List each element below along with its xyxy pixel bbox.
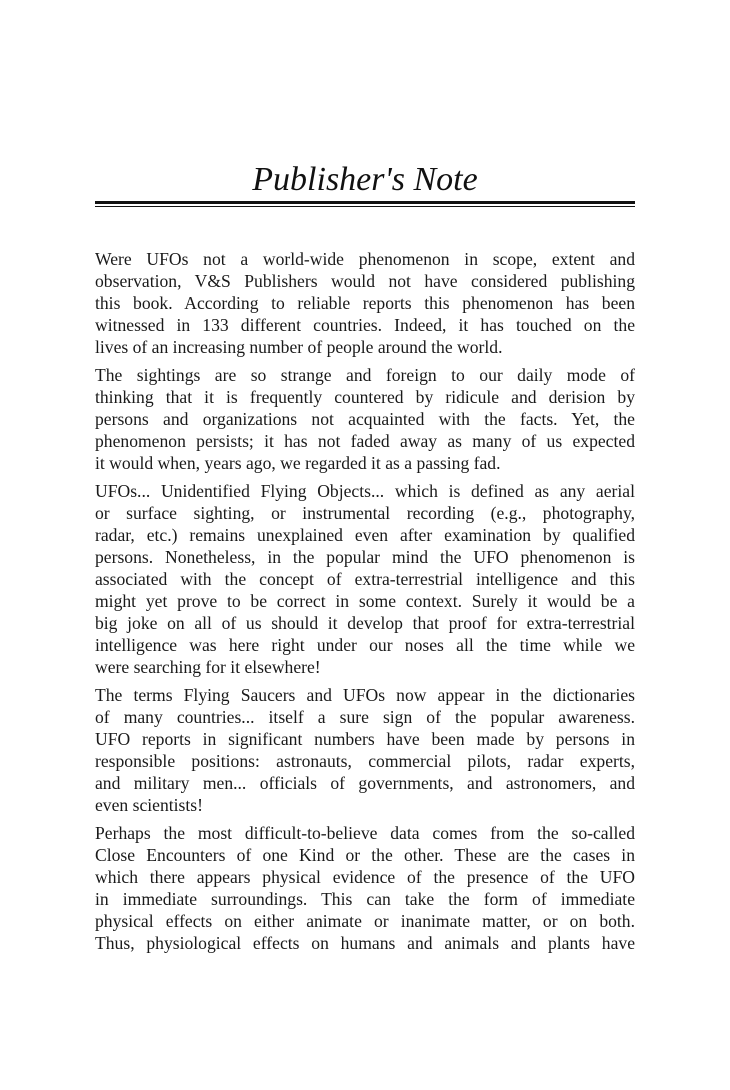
text-line: physical effects on either animate or inanimate matter, or on both. bbox=[95, 911, 635, 931]
text-line: big joke on all of us should it develop that proof for extra-terrestrial bbox=[95, 613, 635, 633]
text-line: Thus, physiological effects on humans and animals and plants have bbox=[95, 933, 635, 953]
page-title: Publisher's Note bbox=[252, 161, 478, 198]
text-line: Perhaps the most difficult-to-believe data comes from the so-called bbox=[95, 823, 635, 843]
text-line: witnessed in 133 different countries. Indeed, it has touched on the bbox=[95, 315, 635, 335]
title-rule-thick bbox=[95, 201, 635, 204]
text-line: persons and organizations not acquainted with the facts. Yet, the bbox=[95, 409, 635, 429]
text-line: were searching for it elsewhere! bbox=[95, 657, 321, 677]
text-line: phenomenon persists; it has not faded away as many of us expected bbox=[95, 431, 635, 451]
text-line: even scientists! bbox=[95, 795, 203, 815]
text-line: responsible positions: astronauts, commercial pilots, radar experts, bbox=[95, 751, 635, 771]
paragraph bbox=[95, 822, 635, 954]
text-line: persons. Nonetheless, in the popular mind the UFO phenomenon is bbox=[95, 547, 635, 567]
paragraph bbox=[95, 248, 635, 358]
text-line: thinking that it is frequently countered by ridicule and derision by bbox=[95, 387, 635, 407]
text-line: associated with the concept of extra-terrestrial intelligence and this bbox=[95, 569, 635, 589]
text-line: observation, V&S Publishers would not have considered publishing bbox=[95, 271, 635, 291]
body-text bbox=[95, 248, 635, 960]
paragraph bbox=[95, 684, 635, 816]
text-line: which there appears physical evidence of the presence of the UFO bbox=[95, 867, 635, 887]
paragraph bbox=[95, 364, 635, 474]
text-line: Were UFOs not a world-wide phenomenon in scope, extent and bbox=[95, 249, 635, 269]
text-line: The sightings are so strange and foreign to our daily mode of bbox=[95, 365, 635, 385]
text-line: UFO reports in significant numbers have been made by persons in bbox=[95, 729, 635, 749]
text-line: The terms Flying Saucers and UFOs now appear in the dictionaries bbox=[95, 685, 635, 705]
text-line: lives of an increasing number of people around the world. bbox=[95, 337, 503, 357]
text-line: this book. According to reliable reports this phenomenon has been bbox=[95, 293, 635, 313]
paragraph bbox=[95, 480, 635, 678]
text-line: Close Encounters of one Kind or the other. These are the cases in bbox=[95, 845, 635, 865]
text-line: UFOs... Unidentified Flying Objects... which is defined as any aerial bbox=[95, 481, 635, 501]
text-line: or surface sighting, or instrumental recording (e.g., photography, bbox=[95, 503, 635, 523]
text-line: in immediate surroundings. This can take the form of immediate bbox=[95, 889, 635, 909]
title-rule-thin bbox=[95, 206, 635, 207]
text-line: might yet prove to be correct in some context. Surely it would be a bbox=[95, 591, 635, 611]
text-line: of many countries... itself a sure sign of the popular awareness. bbox=[95, 707, 635, 727]
text-line: intelligence was here right under our noses all the time while we bbox=[95, 635, 635, 655]
text-line: it would when, years ago, we regarded it as a passing fad. bbox=[95, 453, 501, 473]
text-line: radar, etc.) remains unexplained even after examination by qualified bbox=[95, 525, 635, 545]
text-line: and military men... officials of governments, and astronomers, and bbox=[95, 773, 635, 793]
